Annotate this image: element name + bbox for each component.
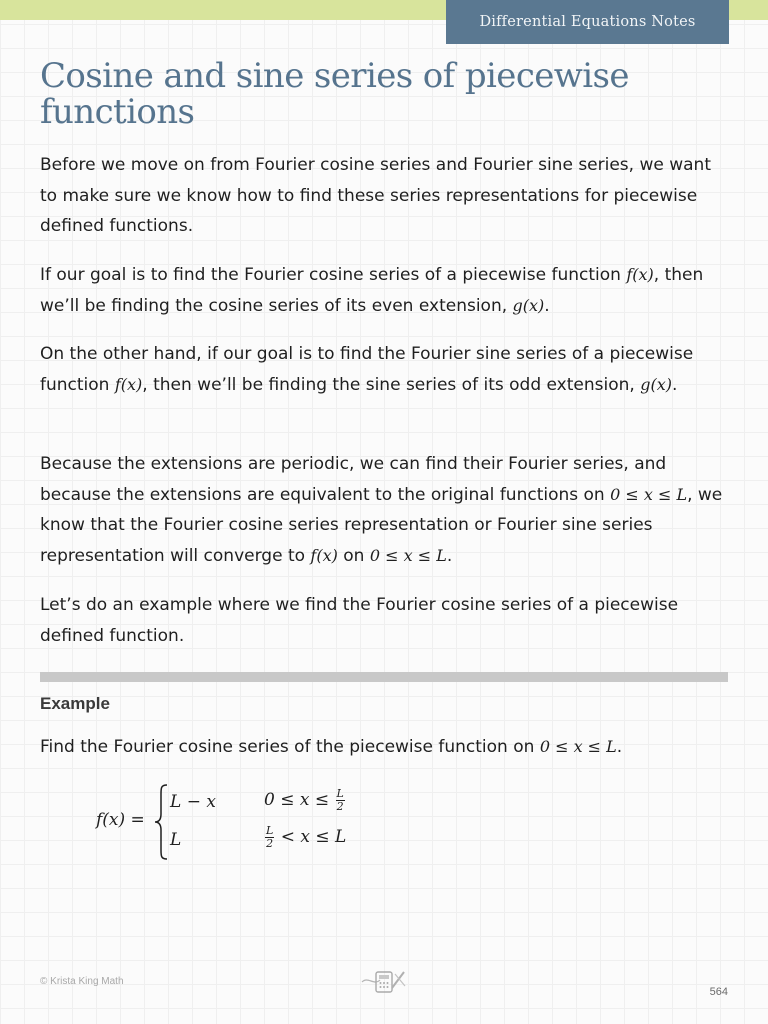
math-f-of-x: f(x) — [626, 265, 654, 284]
paragraph-text: , then we’ll be finding the cosine series of its even extension, — [40, 265, 704, 316]
page-title: Cosine and sine series of piecewise functions — [40, 56, 629, 132]
paragraph-text: . — [671, 374, 678, 395]
fraction-numerator: L — [266, 824, 274, 837]
case-1-condition-text: 0 ≤ x ≤ — [264, 790, 330, 810]
paragraph-text: , we know that the Fourier cosine series representation or Fourier sine series representation will converge to — [40, 484, 723, 566]
math-g-of-x: g(x) — [640, 374, 672, 394]
paragraph-sine-goal — [40, 339, 730, 400]
fraction-numerator: L — [336, 787, 344, 800]
paragraph-text: . — [446, 545, 453, 566]
paragraph-text: Because the extensions are periodic, we can find their Fourier series, and because the extensions are equivalent to the original functions on — [40, 454, 667, 505]
fraction-l-over-2 — [265, 825, 274, 850]
paragraph-text: on — [337, 545, 370, 566]
fraction-denominator: 2 — [336, 800, 344, 813]
formula-lhs: f(x) = — [96, 810, 145, 830]
paragraph-text: . — [616, 737, 623, 757]
header-tab — [446, 0, 729, 44]
math-interval: 0 ≤ x ≤ L — [610, 484, 688, 504]
paragraph-intro: Before we move on from Fourier cosine series and Fourier sine series, we want to make sure we know how to find these series representations for piecewise defined functions. — [40, 155, 712, 236]
footer-copyright: © Krista King Math — [40, 976, 124, 987]
calculator-pencil-logo-icon — [360, 966, 408, 996]
paragraph-text: On the other hand, if our goal is to find the Fourier sine series of a piecewise function — [40, 344, 694, 395]
paragraph-example-intro: Let’s do an example where we find the Fourier cosine series of a piecewise defined function. — [40, 595, 679, 646]
example-label: Example — [40, 694, 110, 713]
case-2-condition — [264, 825, 346, 850]
fraction-l-over-2 — [336, 788, 345, 813]
case-2-condition-text: < x ≤ L — [280, 827, 347, 847]
math-interval: 0 ≤ x ≤ L — [369, 545, 447, 565]
case-1-expression: L − x — [170, 792, 216, 812]
paragraph-text: Find the Fourier cosine series of the piecewise function on — [40, 737, 540, 757]
piecewise-formula — [96, 782, 396, 862]
paragraph-text: . — [544, 295, 550, 316]
fraction-denominator: 2 — [266, 837, 274, 850]
paragraph-text: If our goal is to find the Fourier cosine series of a piecewise function — [40, 265, 627, 285]
left-brace-icon — [152, 782, 170, 862]
header-tab-label: Differential Equations Notes — [479, 14, 696, 30]
math-interval: 0 ≤ x ≤ L — [539, 737, 617, 756]
case-1-condition — [264, 788, 346, 813]
paragraph-text: , then we’ll be finding the sine series of its odd extension, — [142, 374, 641, 395]
example-prompt — [40, 732, 730, 763]
paragraph-convergence — [40, 449, 730, 571]
section-divider — [40, 672, 728, 682]
paragraph-cosine-goal — [40, 260, 730, 321]
page-number: 564 — [709, 986, 728, 998]
math-f-of-x: f(x) — [114, 374, 143, 394]
math-f-of-x: f(x) — [310, 545, 338, 565]
math-g-of-x: g(x) — [512, 295, 545, 315]
case-2-expression: L — [170, 830, 182, 850]
